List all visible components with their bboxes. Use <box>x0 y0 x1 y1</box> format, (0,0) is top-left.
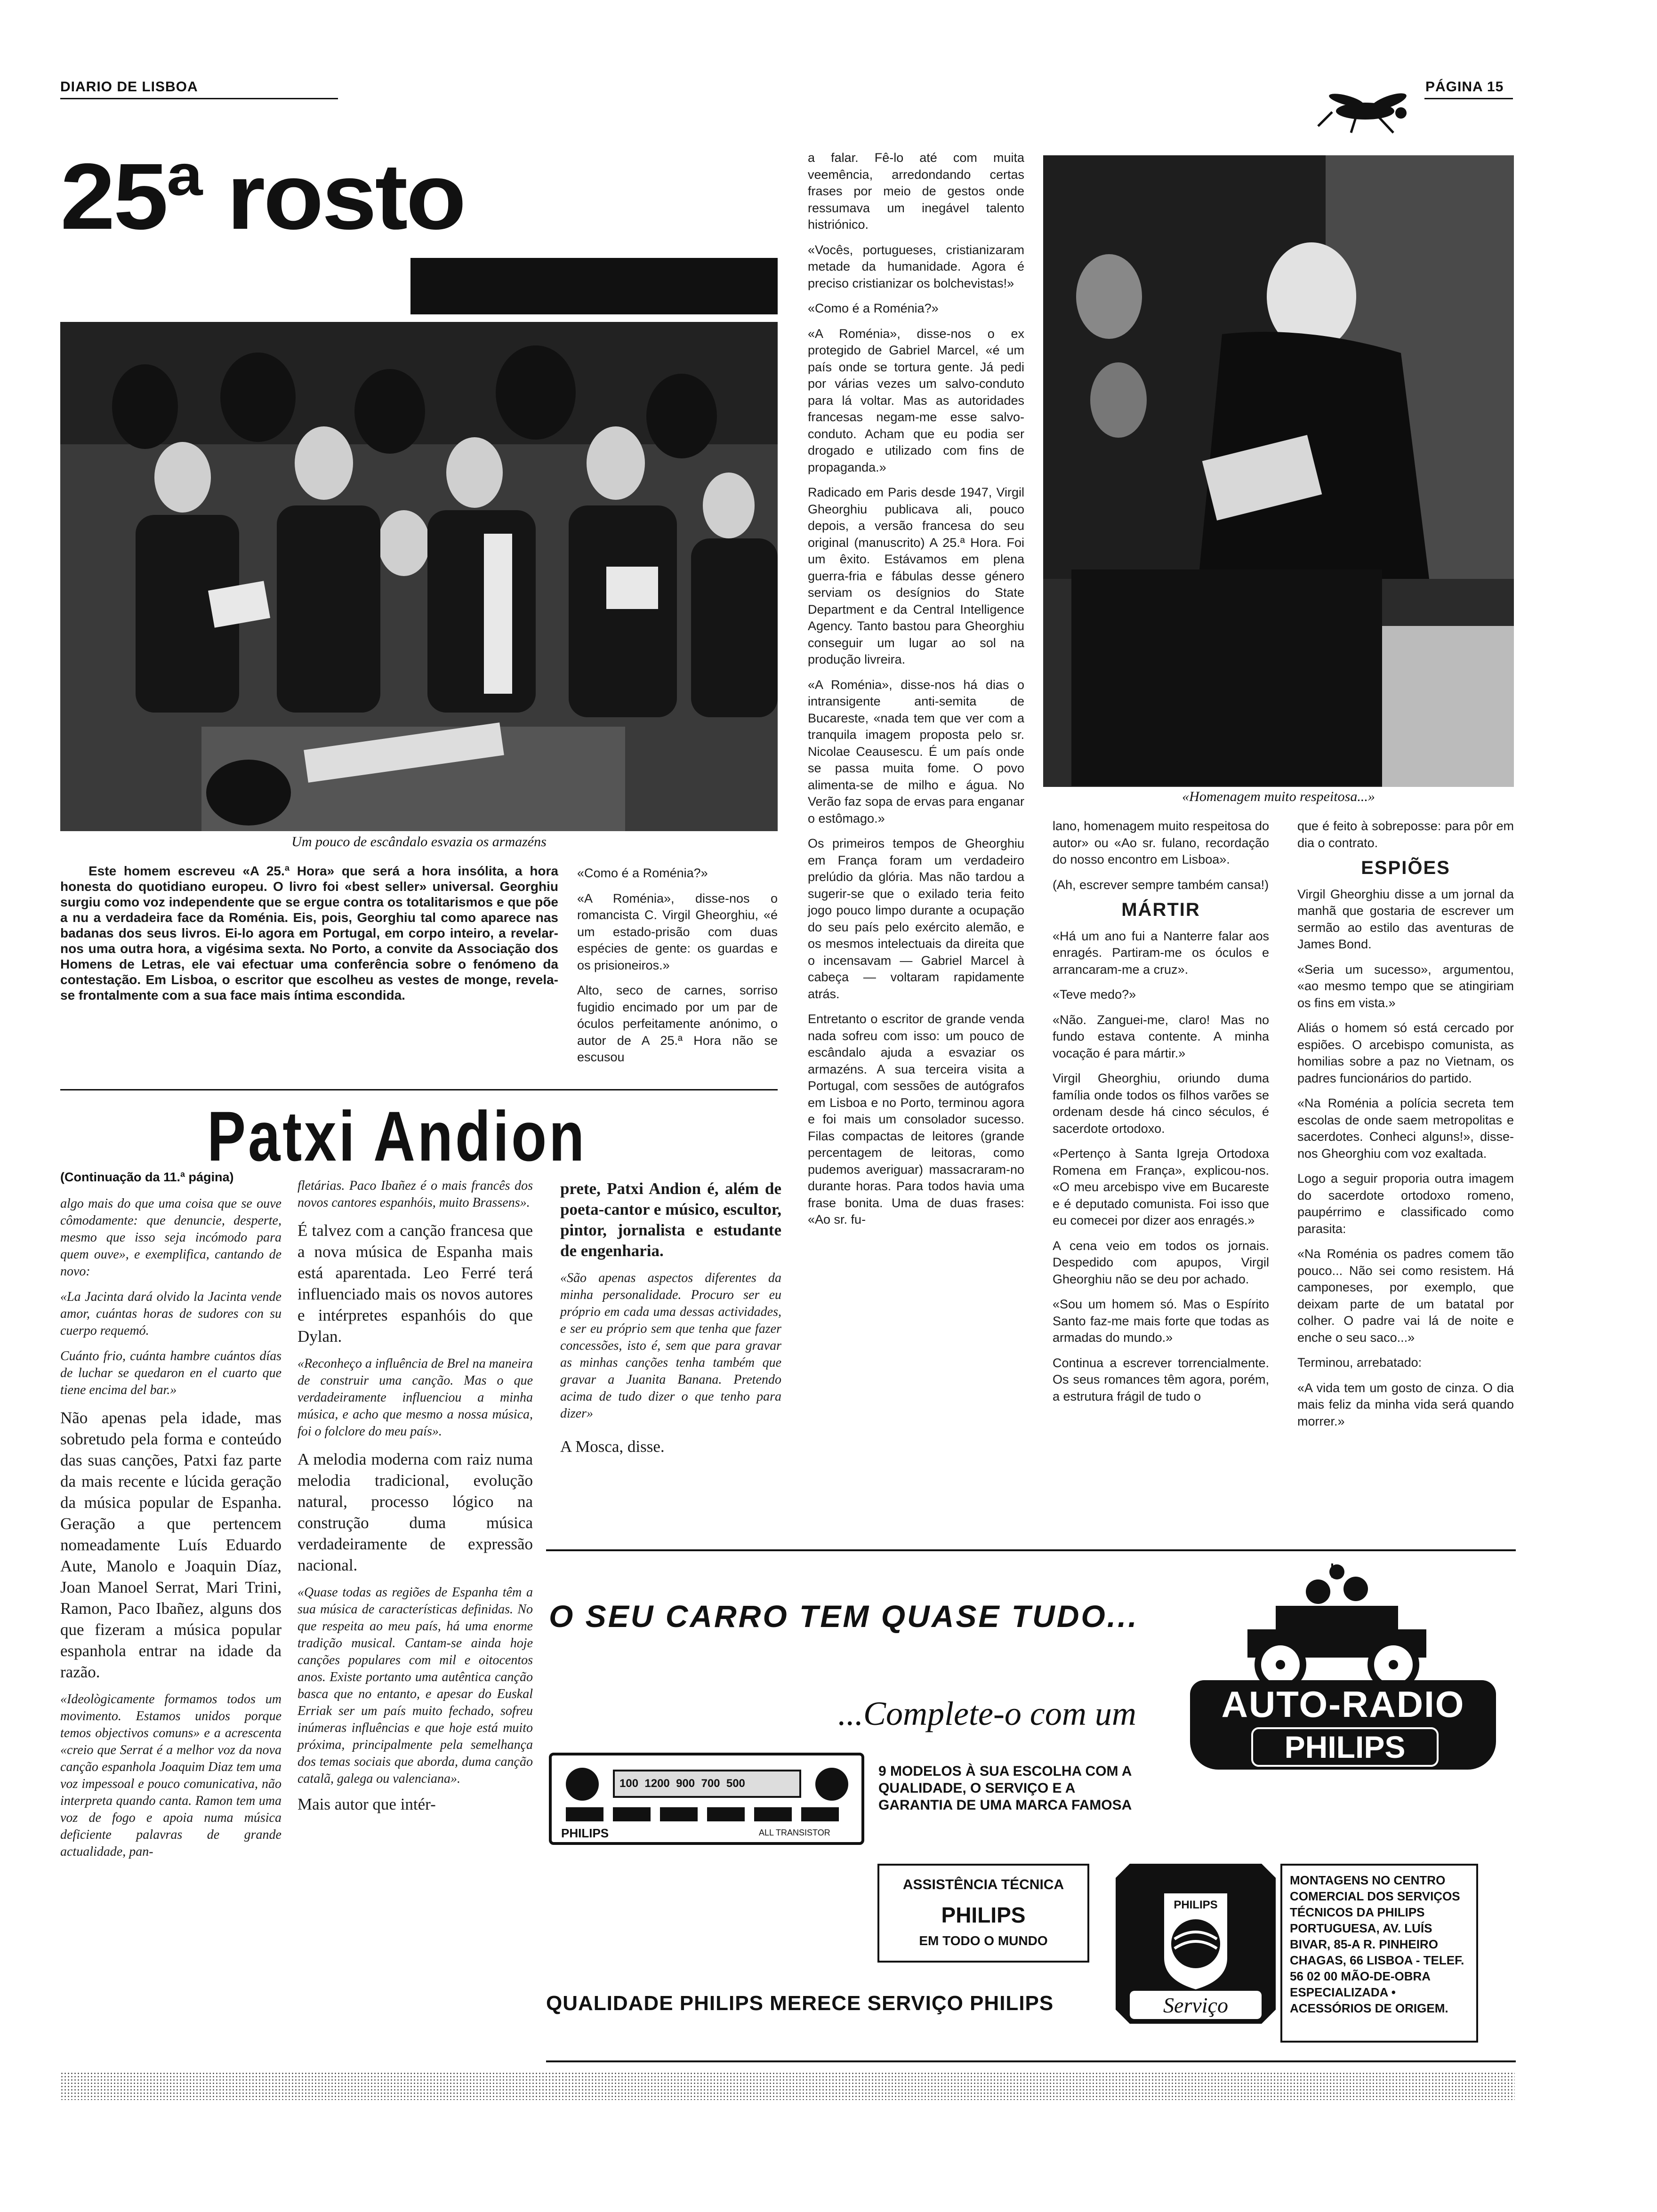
col-r1-p2: (Ah, escrever sempre também cansa!) <box>1053 877 1269 892</box>
col-right-1 <box>1053 818 1269 1413</box>
radio-knob-right <box>815 1768 848 1801</box>
advert-bottom-rule <box>546 2060 1516 2062</box>
headline-black-bar <box>410 258 778 314</box>
patxi-c3-p1: prete, Patxi Andion é, além de poeta-cantor e músico, escultor, pintor, jornalista e estudante de engenharia. <box>560 1179 781 1260</box>
radio-dial <box>613 1770 801 1798</box>
col-r1b-p1: «Há um ano fui a Nanterre falar aos enragés. Partiram-me os óculos e arrancaram-me a cruz». <box>1053 929 1269 977</box>
header-rule-right <box>1424 98 1513 99</box>
main-article-bottom-rule <box>60 1089 778 1090</box>
col-r1b-p6: A cena veio em todos os jornais. Despedido com apupos, Virgil Gheorghiu não se deu por achado. <box>1053 1238 1269 1286</box>
assist-line1: ASSISTÊNCIA TÉCNICA <box>902 1877 1064 1892</box>
col-r2-p3: Aliás o homem só está cercado por espiões. O arcebispo comunista, as homilias sobre a paz no Vietnam, os padres funcionários do partido. <box>1297 1021 1514 1085</box>
radio-sub: ALL TRANSISTOR <box>759 1828 830 1837</box>
col-right-2 <box>1297 818 1514 1438</box>
models-text: 9 MODELOS À SUA ESCOLHA COM A QUALIDADE, O SERVIÇO E A GARANTIA DE UMA MARCA FAMOSA <box>878 1763 1132 1813</box>
col-r1b-p7: «Sou um homem só. Mas o Espírito Santo faz-me mais forte que todas as armadas do mundo.» <box>1053 1297 1269 1345</box>
radio-brand: PHILIPS <box>561 1826 609 1840</box>
photo-left-caption: Um pouco de escândalo esvazia os armazéns <box>291 834 547 850</box>
col-r1b-p3: «Não. Zanguei-me, claro! Mas no fundo estava contente. A minha vocação é para mártir.» <box>1053 1012 1269 1060</box>
col-small <box>577 865 778 1074</box>
patxi-c3-p2: «São apenas aspectos diferentes da minha personalidade. Procuro ser eu próprio em cada uma dessas actividades, e ser eu próprio sem que tenha que fazer concessões, isto é, sem que para gravar as minhas canções tenha também que gravar a Juanita Banana. Pretendo acima de tudo dizer o que tenho para dizer» <box>560 1271 781 1421</box>
col-r2-a: que é feito à sobreposse: para pôr em dia o contrato. <box>1297 819 1514 850</box>
patxi-c1-p4: Não apenas pela idade, mas sobretudo pela forma e conteúdo das suas canções, Patxi faz parte da mais recente e lúcida geração da música popular de Espanha. Geração a que pertencem nomeadamente Luís Eduardo Aute, Manolo e Joaquin Díaz, Joan Manoel Serrat, Mari Trini, Ramon, Paco Ibañez, alguns dos que fizeram a música popular espanhola entrar na idade da razão. <box>60 1409 282 1681</box>
patxi-c1-p1: algo mais do que uma coisa que se ouve cômodamente: que denuncie, desperte, mesmo que isso seja incómodo para quem ouve», e exemplifica, cantando de novo: <box>60 1196 282 1279</box>
photo-crowd-signing <box>60 322 778 831</box>
col-mid <box>808 150 1024 1237</box>
paper-name: DIARIO DE LISBOA <box>60 79 198 95</box>
col-mid-p2: «Vocês, portugueses, cristianizaram metade da humanidade. Agora é preciso cristianizar os bolchevistas!» <box>808 242 1024 290</box>
col-r2-p5: Logo a seguir proporia outra imagem do sacerdote ortodoxo romeno, paupérrimo e classificado como parasita: <box>1297 1171 1514 1236</box>
photo-author-drawing <box>1043 155 1514 787</box>
patxi-col-2 <box>298 1178 533 1821</box>
patxi-c2-p5: «Quase todas as regiões de Espanha têm a sua música de características definidas. No que respeita ao meu país, há uma enorme tradição musical. Cantam-se ainda hoje canções populares com mil e oitocentos anos. Existe portanto uma autêntica canção basca que no entanto, e apesar do Euskal Erriak ser um país muito fechado, sofreu inúmeras influências e que hoje está muito próxima, principalmente pela semelhança dos temas sociais que aborda, duma canção catalã, galega ou valenciana». <box>298 1585 533 1786</box>
col-r2-p7: Terminou, arrebatado: <box>1297 1355 1422 1370</box>
col-small-p1: «Como é a Roménia?» <box>577 866 708 880</box>
quality-slogan: QUALIDADE PHILIPS MERECE SERVIÇO PHILIPS <box>546 1992 1054 2015</box>
patxi-col-1 <box>60 1195 282 1869</box>
radio-buttons <box>566 1807 848 1821</box>
col-r1b-p5: «Pertenço à Santa Igreja Ortodoxa Romena em França», explicou-nos. «O meu arcebispo vive em Bucareste e é deputado comunista. Foi isso que eu comecei por dizer aos enragés.» <box>1053 1146 1269 1227</box>
patxi-c2-p1: fletárias. Paco Ibañez é o mais francês dos novos cantores espanhóis, muito Brassens». <box>298 1178 533 1210</box>
col-small-p2: «A Roménia», disse-nos o romancista C. Virgil Gheorghiu, «é um estado-prisão com duas espécies de gente: os guardas e os prisioneiros.» <box>577 891 778 972</box>
auto-radio-label: AUTO-RADIO <box>1221 1683 1465 1725</box>
col-r2-p1: Virgil Gheorghiu disse a um jornal da manhã que gostaria de escrever um sermão ao estilo das aventuras de James Bond. <box>1297 887 1514 951</box>
col-mid-p4: «A Roménia», disse-nos o ex protegido de Gabriel Marcel, «é um país onde se tortura gente. Já pedi por várias vezes um salvo-conduto para lá voltar. Mas as autoridades francesas negam-me esse salvo-conduto. Acham que eu podia ser drogado e utilizado com fins de propaganda.» <box>808 326 1024 474</box>
patxi-continuation: (Continuação da 11.ª página) <box>60 1170 234 1184</box>
philips-brand-label: PHILIPS <box>1251 1727 1439 1767</box>
radio-knob-left <box>566 1768 599 1801</box>
subhead-espioes: ESPIÕES <box>1361 858 1450 878</box>
photo-right-caption: «Homenagem muito respeitosa...» <box>1182 789 1375 804</box>
patxi-c1-p5: «Ideològicamente formamos todos um movimento. Estamos unidos porque temos objectivos comuns» e a acrescenta «creio que Serrat é a melhor voz da nova canção espanhola Joaquim Diaz tem uma voz impessoal e pouco comunicativa, não interpreta quando canta. Ramon tem uma voz de fogo e apoia numa música deficiente palavras de grande actualidade, pan- <box>60 1692 282 1859</box>
assist-line3: EM TODO O MUNDO <box>919 1933 1048 1948</box>
col-mid-p5: Radicado em Paris desde 1947, Virgil Gheorghiu publicava ali, pouco depois, a versão francesa do seu original (manuscrito) A 25.ª Hora. Foi um êxito. Estávamos em plena guerra-fria e fábulas desse género serviam os desígnios do State Department e da Central Intelligence Agency. Tanto bastou para Gheorghiu conseguir um lugar ao sol na produção livreira. <box>808 485 1024 666</box>
col-r1-p1: lano, homenagem muito respeitosa do autor» ou «Ao sr. fulano, recordação do nosso encontro em Lisboa». <box>1053 819 1269 866</box>
philips-service-shield <box>1116 1864 1276 2024</box>
advert-slogan: O SEU CARRO TEM QUASE TUDO... <box>549 1599 1139 1634</box>
col-r1b-p4: Virgil Gheorghiu, oriundo duma família onde todos os filhos varões se ordenam desde há cinco séculos, é sacerdote ortodoxo. <box>1053 1071 1269 1136</box>
montagens-box <box>1280 1864 1478 2043</box>
vintage-car-icon <box>1238 1563 1436 1691</box>
patxi-col-3 <box>560 1178 781 1466</box>
montagens-text: MONTAGENS NO CENTRO COMERCIAL DOS SERVIÇOS TÉCNICOS DA PHILIPS PORTUGUESA, AV. LUÍS BIVAR, 85-A R. PINHEIRO CHAGAS, 66 LISBOA - TELEF. 56 02 00 MÃO-DE-OBRA ESPECIALIZADA • ACESSÓRIOS DE ORIGEM. <box>1290 1873 1464 2015</box>
col-mid-p7: Os primeiros tempos de Gheorghiu em França foram um verdadeiro prelúdio da glória. Mas não tardou a sugerir-se que o exilado teria feito jogo pouco limpo durante a ocupação do seu país pelo exército alemão, e os mesmos intelectuais da direita que o incensavam — Gabriel Marcel à cabeça — voltaram rapidamente atrás. <box>808 836 1024 1001</box>
patxi-c2-p4: A melodia moderna com raiz numa melodia tradicional, evolução natural, processo lógico na construção duma música verdadeiramente de expressão nacional. <box>298 1450 533 1574</box>
shield-top-text: PHILIPS <box>1174 1899 1218 1911</box>
col-small-p3: Alto, seco de carnes, sorriso fugidio encimado por um par de óculos perfeitamente anónimo, o autor de A 25.ª Hora não se escusou <box>577 983 778 1064</box>
col-mid-p1: a falar. Fê-lo até com muita veemência, arredondando certas frases por meio de gestos onde ressumava um inegável talento histriónico. <box>808 151 1024 232</box>
lead-text: Este homem escreveu «A 25.ª Hora» que será a hora insólita, a hora honesta do quotidiano europeu. O livro foi «best seller» universal. Georghiu surgiu como voz independente que se ergue contra os totalitarismos e que põe a nu a verdadeira face da Roménia. Eis, pois, Georghiu tal como aparece nas badanas dos seus livros. Ei-lo agora em Portugal, em corpo inteiro, a revelar-nos uma outra hora, a vigésima sexta. No Porto, a convite da Associação dos Homens de Letras, ele vai efectuar uma conferência sobre o fenómeno da contestação. Em Lisboa, o escritor que escolheu as vestes de monge, revela-se frontalmente com a sua face mais íntima escondida. <box>60 864 558 1002</box>
header-rule-left <box>60 98 338 99</box>
col-r2-p8: «A vida tem um gosto de cinza. O dia mais feliz da minha vida será quando morrer.» <box>1297 1380 1514 1428</box>
dithered-band <box>60 2072 1515 2100</box>
col-r2-p4: «Na Roménia a polícia secreta tem escolas de onde saem metropolitas e sacerdotes. Conheci alguns!», disse-nos Gheorghiu com voz exaltada. <box>1297 1096 1514 1161</box>
col-r2-p6: «Na Roménia os padres comem tão pouco... Não sei como resistem. Há camponeses, por exemplo, que deixam parte de um batatal por colher. O padre vai lá de noite e enche o seu saco...» <box>1297 1247 1514 1345</box>
advert-script-line: ...Complete-o com um <box>838 1695 1136 1732</box>
fly-logo-icon <box>1313 84 1417 136</box>
assist-line2: PHILIPS <box>941 1903 1026 1927</box>
advert-top-rule <box>546 1549 1516 1551</box>
col-r1b-p2: «Teve medo?» <box>1053 987 1136 1002</box>
main-headline: 25ª rosto <box>60 144 465 249</box>
page-label: PÁGINA 15 <box>1425 79 1504 95</box>
patxi-headline: Patxi Andion <box>207 1097 587 1176</box>
col-r2-p2: «Seria um sucesso», argumentou, «ao mesmo tempo que se atingiriam os fins em vista.» <box>1297 962 1514 1010</box>
patxi-c2-p2: É talvez com a canção francesa que a nova música de Espanha mais está aparentada. Leo Ferré terá influenciado mais os novos autores e intérpretes espanhóis do que Dylan. <box>298 1221 533 1346</box>
patxi-c1-p2: «La Jacinta dará olvido la Jacinta vende amor, cuántas horas de sudores con su cuerpo requemó. <box>60 1290 282 1338</box>
auto-radio-logo <box>1190 1680 1496 1770</box>
photo-crowd-drawing <box>60 322 778 831</box>
patxi-c1-p3: Cuánto frio, cuántа hambre cuántos días de luchar se quedaron en el cuarto que tiene encima del bar.» <box>60 1349 282 1397</box>
col-mid-p3: «Como é a Roménia?» <box>808 301 939 315</box>
shield-script-text: Serviço <box>1163 1993 1228 2017</box>
col-mid-p6: «A Roménia», disse-nos há dias o intransigente anti-semita de Bucareste, «nada tem que ver com a tranquila imagem proposta pelo sr. Nicolae Ceausescu. É um país onde se passa muita fome. O povo alimenta-se de milho e água. No Verão faz sopa de ervas para enganar o estômago.» <box>808 677 1024 825</box>
car-radio-illustration <box>549 1753 864 1845</box>
radio-dial-numbers: 100 1200 900 700 500 <box>619 1777 745 1790</box>
patxi-c2-p6: Mais autor que intér- <box>298 1795 436 1813</box>
col-mid-p8: Entretanto o escritor de grande venda nada sofreu com isso: um pouco de escândalo ajuda a esvaziar os armazéns. A sua terceira visita a Portugal, com sessões de autógrafos em Lisboa e no Porto, terminou agora e foi mais um consolador sucesso. Filas compactas de leitores (grande percentagem de leitoras, como pudemos averiguar) massacraram-no durante horas. Para todos havia uma frase bonita. Uma de duas frases: «Ao sr. fu- <box>808 1012 1024 1226</box>
patxi-c3-p3: A Mosca, disse. <box>560 1437 665 1456</box>
lead-paragraph <box>60 863 558 1011</box>
photo-author-desk <box>1043 155 1514 787</box>
col-r1b-p8: Continua a escrever torrencialmente. Os seus romances têm agora, porém, a estrutura frágil de tudo o <box>1053 1355 1269 1403</box>
assistencia-box <box>877 1864 1089 1963</box>
subhead-martir: MÁRTIR <box>1121 899 1200 920</box>
patxi-c2-p3: «Reconheço a influência de Brel na maneira de construir uma canção. Mas o que verdadeiramente influenciou a minha música, e acho que mesmo a nossa música, foi o folclore do meu país». <box>298 1356 533 1439</box>
